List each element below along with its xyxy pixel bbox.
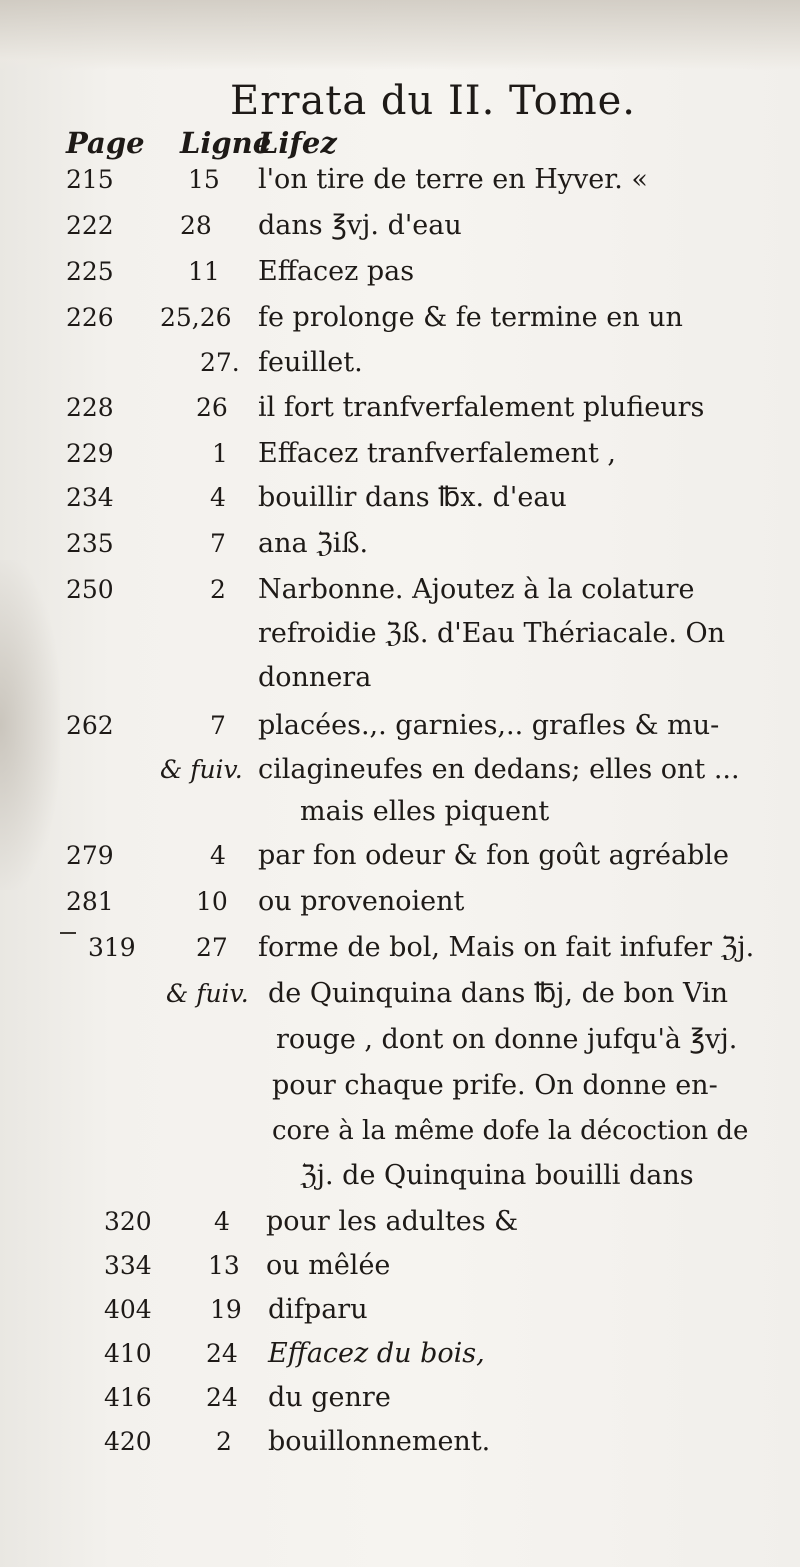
row-page: 334 — [104, 1251, 152, 1280]
row-text: core à la même dofe la décoction de — [272, 1116, 749, 1146]
row-text: ou provenoient — [258, 886, 465, 917]
row-text: pour les adultes & — [266, 1206, 519, 1237]
row-text: donnera — [258, 662, 372, 693]
row-line: 4 — [210, 483, 226, 512]
row-page: 226 — [66, 303, 114, 332]
row-text: Effacez du bois, — [268, 1338, 485, 1369]
row-text: difparu — [268, 1294, 368, 1325]
row-line: 15 — [188, 165, 220, 194]
row-line: 2 — [210, 575, 226, 604]
row-page: 234 — [66, 483, 114, 512]
page-stain-left — [0, 560, 60, 890]
header-page: Page — [66, 126, 145, 160]
row-page: 235 — [66, 529, 114, 558]
row-page: 215 — [66, 165, 114, 194]
row-text: Narbonne. Ajoutez à la colature — [258, 574, 695, 605]
row-text: Effacez pas — [258, 256, 415, 287]
header-read: Lifez — [258, 126, 337, 160]
row-text: ou mêlée — [266, 1250, 391, 1281]
row-page: 420 — [104, 1427, 152, 1456]
row-line: 4 — [214, 1207, 230, 1236]
row-text: l'on tire de terre en Hyver. « — [258, 164, 648, 195]
row-page: 281 — [66, 887, 114, 916]
row-line: 24 — [206, 1339, 238, 1368]
row-line: 10 — [196, 887, 228, 916]
row-page: 410 — [104, 1339, 152, 1368]
row-page: 229 — [66, 439, 114, 468]
row-line: & fuiv. — [160, 755, 243, 784]
row-page: 222 — [66, 211, 114, 240]
row-text: refroidie ℨß. d'Eau Thériacale. On — [258, 618, 726, 649]
row-text: rouge , dont on donne jufqu'à ℥vj. — [276, 1024, 738, 1055]
row-page: 225 — [66, 257, 114, 286]
row-page: 416 — [104, 1383, 152, 1412]
row-text: mais elles piquent — [300, 796, 550, 827]
row-text: fe prolonge & fe termine en un — [258, 302, 683, 333]
row-text: forme de bol, Mais on fait infufer ℨj. — [258, 932, 755, 963]
row-page: 319 — [88, 933, 136, 962]
row-line: 1 — [212, 439, 228, 468]
row-line: & fuiv. — [166, 979, 249, 1008]
page-stain-top — [0, 0, 800, 70]
row-text: du genre — [268, 1382, 391, 1413]
row-line: 24 — [206, 1383, 238, 1412]
margin-dash — [60, 932, 76, 934]
row-page: 262 — [66, 711, 114, 740]
row-line: 7 — [210, 711, 226, 740]
errata-title: Errata du II. Tome. — [230, 78, 637, 124]
row-line: 11 — [188, 257, 220, 286]
row-line: 13 — [208, 1251, 240, 1280]
row-line: 25,26 — [160, 303, 232, 332]
row-text: bouillonnement. — [268, 1426, 491, 1457]
row-line: 19 — [210, 1295, 242, 1324]
row-page: 228 — [66, 393, 114, 422]
row-text: Effacez tranfverfalement , — [258, 438, 616, 469]
row-page: 320 — [104, 1207, 152, 1236]
row-text: feuillet. — [258, 347, 363, 378]
row-line: 4 — [210, 841, 226, 870]
row-line: 27 — [196, 933, 228, 962]
row-line: 27. — [200, 348, 240, 377]
row-line: 7 — [210, 529, 226, 558]
row-page: 404 — [104, 1295, 152, 1324]
header-line: Ligne — [180, 126, 272, 160]
row-page: 250 — [66, 575, 114, 604]
row-text: bouillir dans ℔x. d'eau — [258, 482, 567, 513]
row-line: 2 — [216, 1427, 232, 1456]
row-text: par fon odeur & fon goût agréable — [258, 840, 729, 871]
row-text: ℨj. de Quinquina bouilli dans — [300, 1160, 694, 1191]
row-text: pour chaque prife. On donne en- — [272, 1070, 718, 1101]
row-text: ana ℨiß. — [258, 528, 369, 559]
row-text: dans ℥vj. d'eau — [258, 210, 462, 241]
row-text: placées.,. garnies,.. grafles & mu- — [258, 710, 720, 741]
row-text: de Quinquina dans ℔j, de bon Vin — [268, 978, 729, 1009]
row-line: 26 — [196, 393, 228, 422]
row-text: cilagineufes en dedans; elles ont ... — [258, 754, 740, 785]
row-page: 279 — [66, 841, 114, 870]
row-line: 28 — [180, 211, 212, 240]
row-text: il fort tranfverfalement plufieurs — [258, 392, 705, 423]
